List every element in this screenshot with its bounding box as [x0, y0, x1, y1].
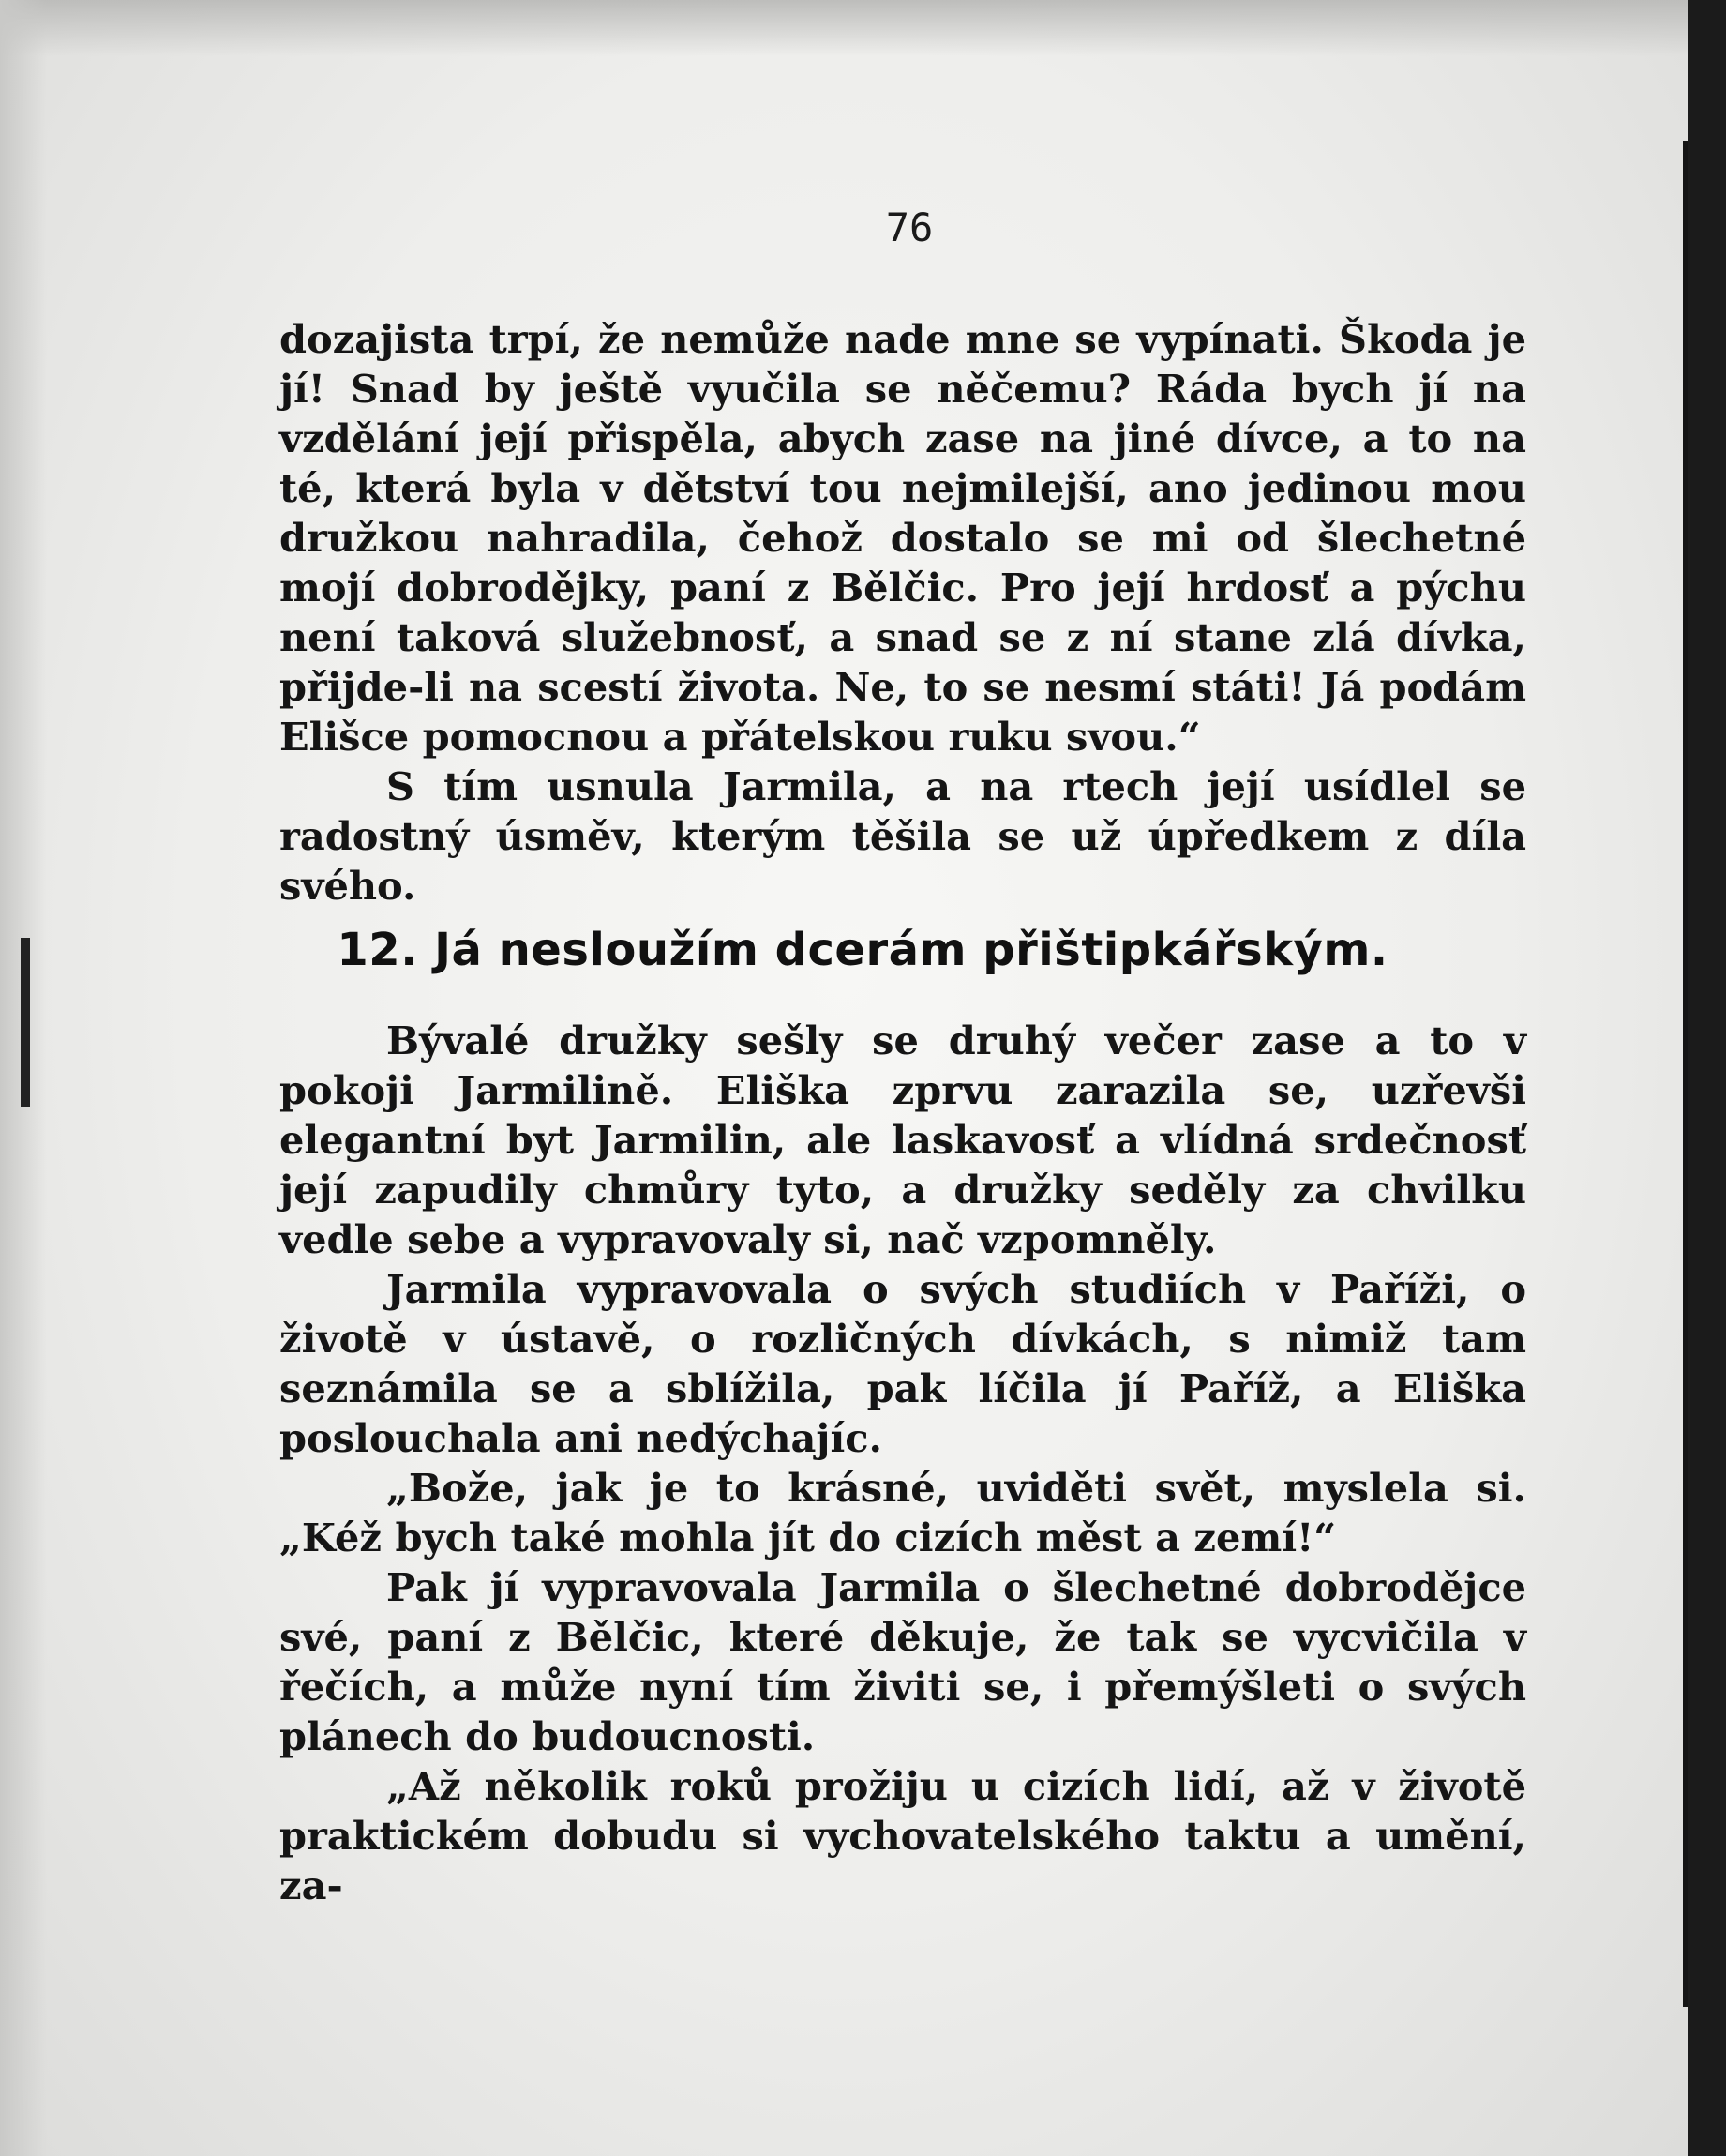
- paragraph: Jarmila vypravovala o svých studiích v Paříži, o životě v ústavě, o rozličných dívkách, s nimiž tam seznámila se a sblížila, pak líčila jí Paříž, a Eliška poslouchala ani nedýchajíc.: [279, 1266, 1526, 1461]
- paragraph: Bývalé družky sešly se druhý večer zase a to v pokoji Jarmilině. Eliška zprvu zarazila se, uzřevši elegantní byt Jarmilin, ale laskavosť a vlídná srdečnosť její zapudily chmůry tyto, a družky seděly za chvilku vedle sebe a vypravovaly si, nač vzpomněly.: [279, 1018, 1526, 1262]
- paragraph: S tím usnula Jarmila, a na rtech její usídlel se radostný úsměv, kterým těšila se už úpředkem z díla svého.: [279, 763, 1526, 909]
- paragraph: „Bože, jak je to krásné, uviděti svět, myslela si. „Kéž bych také mohla jít do cizích měst a zemí!“: [279, 1465, 1526, 1560]
- page-top-shadow: [0, 0, 1688, 56]
- paragraph: Pak jí vypravovala Jarmila o šlechetné dobrodějce své, paní z Bělčic, které děkuje, že tak se vycvičila v řečích, a může nyní tím živiti se, i přemýšleti o svých plánech do budoucnosti.: [279, 1564, 1526, 1759]
- paragraph: „Až několik roků prožiju u cizích lidí, až v životě praktickém dobudu si vychovatelského taktu a umění, za-: [279, 1763, 1526, 1908]
- text-block-chapter-12: [279, 1016, 1526, 1910]
- text-block-continued: [279, 314, 1526, 911]
- paragraph: dozajista trpí, že nemůže nade mne se vypínati. Škoda je jí! Snad by ještě vyučila se něčemu? Ráda bych jí na vzdělání její přispěla, abych zase na jiné dívce, a to na té, která byla v dětství tou nejmilejší, ano jedinou mou družkou nahradila, čehož dostalo se mi od šlechetné mojí dobrodějky, paní z Bělčic. Pro její hrdosť a pýchu není taková služebnosť, a snad se z ní stane zlá dívka, přijde-li na scestí života. Ne, to se nesmí státi! Já podám Elišce pomocnou a přátelskou ruku svou.“: [279, 316, 1526, 760]
- page-number: 76: [885, 204, 934, 250]
- chapter-heading: 12. Já nesloužím dcerám přištipkářským.: [337, 924, 1388, 976]
- scan-background-strip: [1688, 0, 1726, 2156]
